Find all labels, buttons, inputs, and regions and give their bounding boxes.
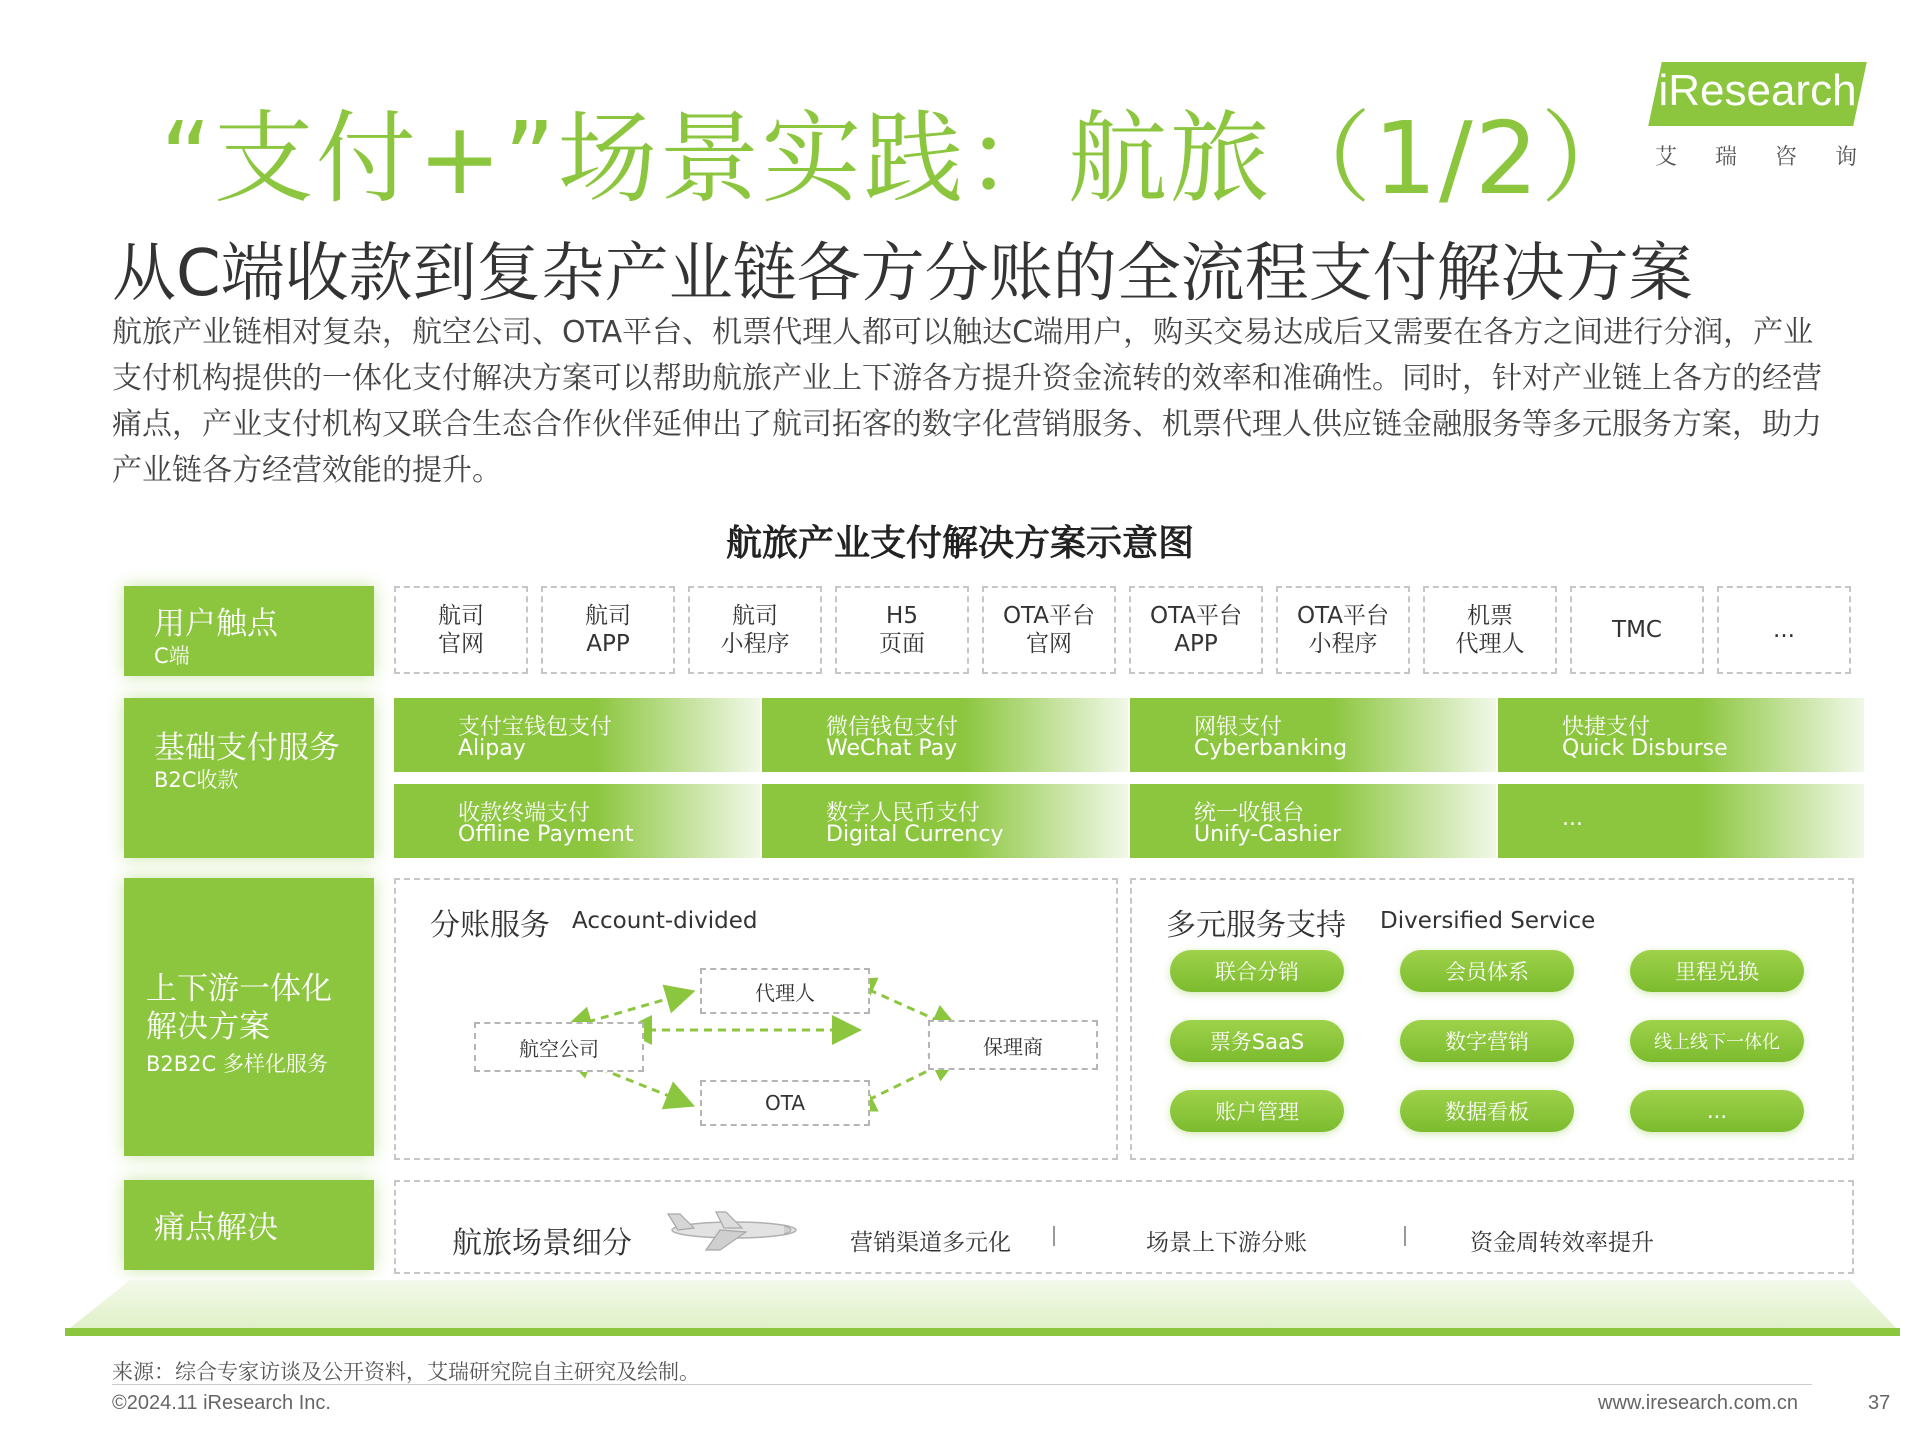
touchpoint-item: H5 页面 xyxy=(835,586,969,674)
page-subtitle: 从C端收款到复杂产业链各方分账的全流程支付解决方案 xyxy=(112,237,1693,311)
touchpoint-item: OTA平台 官网 xyxy=(982,586,1116,674)
payment-en: WeChat Pay xyxy=(826,736,958,761)
logo-subtitle: 艾瑞咨询 xyxy=(1655,145,1896,170)
airplane-icon xyxy=(664,1206,800,1254)
diagram-title: 航旅产业支付解决方案示意图 xyxy=(725,523,1194,564)
diversified-title: 多元服务支持 xyxy=(1166,908,1346,943)
node-airline: 航空公司 xyxy=(474,1022,644,1072)
account-title-en: Account-divided xyxy=(572,908,758,934)
payment-method xyxy=(1130,784,1496,858)
payment-method xyxy=(394,698,760,772)
row-touch-sub: C端 xyxy=(154,644,190,668)
intro-paragraph: 航旅产业链相对复杂，航空公司、OTA平台、机票代理人都可以触达C端用户，购买交易达成后又需要在各方之间进行分润，产业支付机构提供的一体化支付解决方案可以帮助航旅产业上下游各方提升资金流转的效率和准确性。同时，针对产业链上各方的经营痛点，产业支付机构又联合生态合作伙伴延伸出了航司拓客的数字化营销服务、机票代理人供应链金融服务等多元服务方案，助力产业链各方经营效能的提升。 xyxy=(112,315,1822,488)
payment-cn: 网银支付 xyxy=(1194,715,1283,740)
touchpoint-item: 航司 小程序 xyxy=(688,586,822,674)
payment-method xyxy=(762,698,1128,772)
row-label-pain xyxy=(124,1180,374,1270)
payment-method xyxy=(1130,698,1496,772)
platform-base xyxy=(60,1270,1920,1350)
service-pill: 里程兑换 xyxy=(1630,950,1804,992)
pain-divider xyxy=(1404,1226,1406,1246)
service-pill: 联合分销 xyxy=(1170,950,1344,992)
payment-cn: 统一收银台 xyxy=(1194,801,1305,826)
website-link[interactable]: www.iresearch.com.cn xyxy=(1598,1392,1799,1414)
payment-en: Cyberbanking xyxy=(1194,736,1348,761)
service-pill: 账户管理 xyxy=(1170,1090,1344,1132)
touchpoint-item: OTA平台 APP xyxy=(1129,586,1263,674)
payment-method xyxy=(1498,698,1864,772)
payment-method xyxy=(1498,784,1864,858)
service-pill: 数据看板 xyxy=(1400,1090,1574,1132)
iresearch-logo: iResearch xyxy=(1658,66,1857,115)
node-factor: 保理商 xyxy=(928,1020,1098,1070)
payment-cn: 收款终端支付 xyxy=(458,801,591,826)
account-title: 分账服务 xyxy=(430,908,550,943)
pain-scene: 航旅场景细分 xyxy=(452,1226,632,1261)
node-ota: OTA xyxy=(700,1080,870,1126)
row-integrated-sub: B2B2C 多样化服务 xyxy=(146,1052,328,1076)
touchpoint-item: ... xyxy=(1717,586,1851,674)
service-pill: ... xyxy=(1630,1090,1804,1132)
payment-method xyxy=(762,784,1128,858)
row-label-touch xyxy=(124,586,374,676)
payment-method xyxy=(394,784,760,858)
page-number: 37 xyxy=(1868,1392,1891,1414)
diversified-title-en: Diversified Service xyxy=(1380,908,1596,934)
pain-item: 营销渠道多元化 xyxy=(850,1230,1011,1256)
touchpoint-item: TMC xyxy=(1570,586,1704,674)
payment-cn: 数字人民币支付 xyxy=(826,801,981,826)
payment-cn: ... xyxy=(1562,806,1583,831)
row-integrated-title: 上下游一体化 解决方案 xyxy=(146,971,332,1045)
touchpoint-item: 机票 代理人 xyxy=(1423,586,1557,674)
pain-item: 场景上下游分账 xyxy=(1146,1230,1307,1256)
copyright: ©2024.11 iResearch Inc. xyxy=(112,1392,331,1414)
payment-cn: 微信钱包支付 xyxy=(826,715,959,740)
payment-cn: 快捷支付 xyxy=(1562,715,1651,740)
footer-divider xyxy=(112,1384,1812,1385)
payment-en: Digital Currency xyxy=(826,822,1004,847)
payment-en: Offline Payment xyxy=(458,822,634,847)
service-pill: 数字营销 xyxy=(1400,1020,1574,1062)
touchpoint-item: 航司 APP xyxy=(541,586,675,674)
node-agent: 代理人 xyxy=(700,968,870,1014)
payment-en: Alipay xyxy=(458,736,526,761)
pain-divider xyxy=(1053,1226,1055,1246)
page-title: “支付+”场景实践：航旅（1/2） xyxy=(160,100,1643,217)
touchpoint-item: 航司 官网 xyxy=(394,586,528,674)
payment-cn: 支付宝钱包支付 xyxy=(458,715,613,740)
service-pill: 票务SaaS xyxy=(1170,1020,1344,1062)
pain-item: 资金周转效率提升 xyxy=(1470,1230,1654,1256)
payment-en: Unify-Cashier xyxy=(1194,822,1342,847)
row-pain-title: 痛点解决 xyxy=(154,1210,278,1246)
source-note: 来源：综合专家访谈及公开资料，艾瑞研究院自主研究及绘制。 xyxy=(112,1360,700,1384)
payment-en: Quick Disburse xyxy=(1562,736,1728,761)
row-touch-title: 用户触点 xyxy=(154,606,278,642)
service-pill: 会员体系 xyxy=(1400,950,1574,992)
touchpoint-item: OTA平台 小程序 xyxy=(1276,586,1410,674)
row-label-integrated xyxy=(124,878,374,1156)
row-payment-sub: B2C收款 xyxy=(154,768,239,792)
row-payment-title: 基础支付服务 xyxy=(154,730,340,766)
row-label-payment xyxy=(124,698,374,858)
service-pill: 线上线下一体化 xyxy=(1630,1020,1804,1062)
